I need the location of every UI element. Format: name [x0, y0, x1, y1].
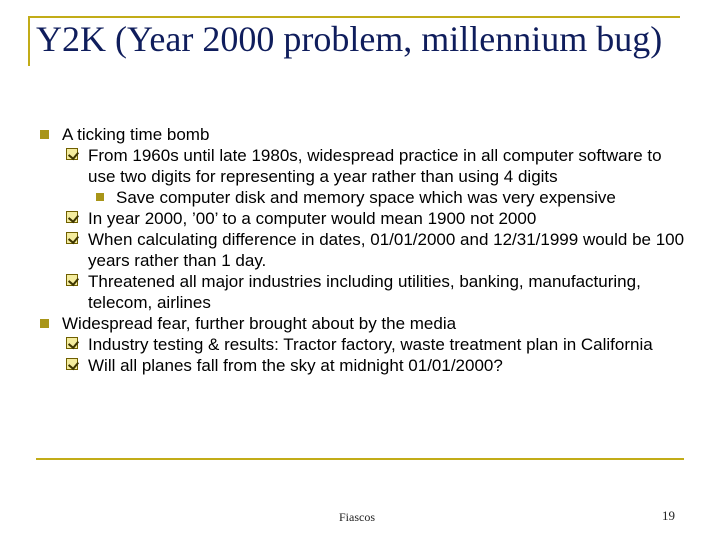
subbullet-industry-testing	[66, 334, 680, 355]
checkbox-bullet-icon	[66, 232, 78, 244]
bullet-text: Widespread fear, further brought about by the media	[62, 314, 457, 333]
checkbox-bullet-icon	[66, 358, 78, 370]
subbullet-industries	[66, 271, 680, 313]
subbullet-year-2000-meaning	[66, 208, 680, 229]
subbullet-date-difference	[66, 229, 685, 271]
bullet-widespread-fear	[40, 313, 680, 334]
square-bullet-icon	[40, 319, 49, 328]
subbullet-text: Threatened all major industries including utilities, banking, manufacturing, telecom, airlines	[88, 272, 641, 312]
square-bullet-icon	[40, 130, 49, 139]
checkbox-bullet-icon	[66, 148, 78, 160]
subsubbullet-text: Save computer disk and memory space which was very expensive	[116, 188, 616, 207]
subbullet-two-digit-years	[66, 145, 680, 187]
checkbox-bullet-icon	[66, 337, 78, 349]
subbullet-text: Industry testing & results: Tractor factory, waste treatment plan in California	[88, 335, 653, 354]
checkbox-bullet-icon	[66, 211, 78, 223]
square-bullet-icon	[96, 193, 104, 201]
subbullet-text: When calculating difference in dates, 01/01/2000 and 12/31/1999 would be 100 years rather than 1 day.	[88, 230, 685, 270]
checkbox-bullet-icon	[66, 274, 78, 286]
subbullet-planes	[66, 355, 680, 376]
subbullet-text: From 1960s until late 1980s, widespread practice in all computer software to use two digits for representing a year rather than using 4 digits	[88, 146, 662, 186]
slide-body	[40, 124, 685, 376]
footer-rule	[36, 458, 684, 460]
subbullet-text: In year 2000, ’00’ to a computer would mean 1900 not 2000	[88, 209, 537, 228]
subsubbullet-save-space	[94, 187, 680, 208]
footer-label: Fiascos	[339, 510, 375, 524]
title-rule-left	[28, 16, 30, 66]
slide-title: Y2K (Year 2000 problem, millennium bug)	[36, 19, 663, 59]
bullet-text: A ticking time bomb	[62, 125, 210, 144]
page-number: 19	[662, 508, 675, 523]
bullet-ticking-time-bomb	[40, 124, 680, 145]
subbullet-text: Will all planes fall from the sky at midnight 01/01/2000?	[88, 356, 503, 375]
